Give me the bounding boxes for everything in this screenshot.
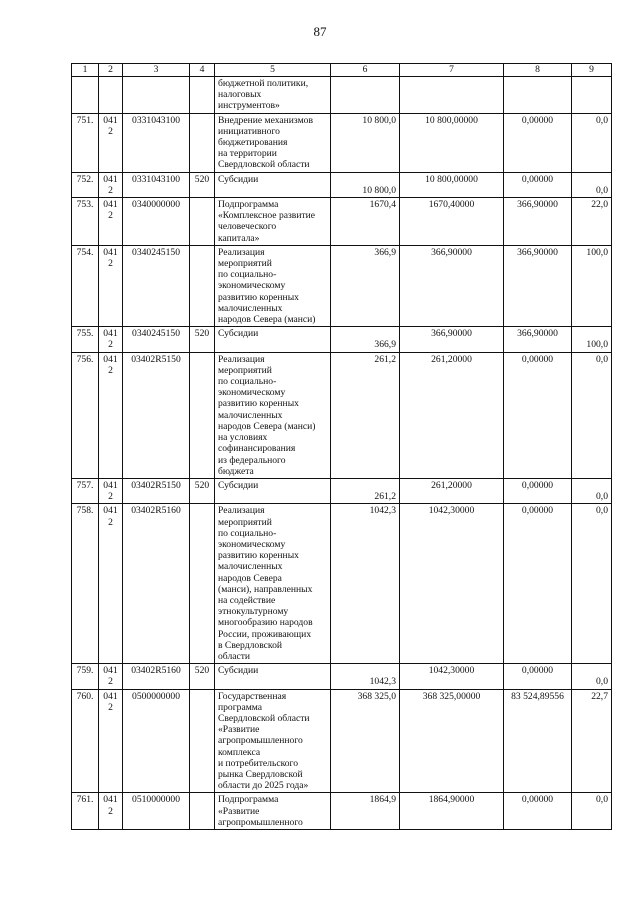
executed-amount: 0,00000 — [504, 172, 572, 197]
section-code: 0412 — [99, 245, 123, 326]
revised-amount: 1042,30000 — [400, 664, 504, 689]
column-header: 6 — [331, 64, 400, 77]
executed-amount: 366,90000 — [504, 245, 572, 326]
section-code: 0412 — [99, 664, 123, 689]
table-row — [72, 352, 612, 478]
section-code: 0412 — [99, 504, 123, 664]
target-article-code: 0500000000 — [123, 689, 190, 793]
execution-percent: 0,0 — [572, 504, 612, 664]
approved-amount: 1670,4 — [331, 198, 400, 246]
column-header: 2 — [99, 64, 123, 77]
executed-amount: 0,00000 — [504, 352, 572, 478]
row-number: 751. — [72, 113, 99, 172]
executed-amount: 83 524,89556 — [504, 689, 572, 793]
expense-type-code — [190, 352, 215, 478]
revised-amount: 368 325,00000 — [400, 689, 504, 793]
execution-percent: 100,0 — [572, 327, 612, 352]
execution-percent — [572, 77, 612, 114]
item-name: бюджетной политики, налоговых инструментов» — [215, 77, 331, 114]
section-code: 0412 — [99, 689, 123, 793]
approved-amount: 1864,9 — [331, 793, 400, 830]
table-row — [72, 113, 612, 172]
target-article-code: 0331043100 — [123, 113, 190, 172]
row-number: 761. — [72, 793, 99, 830]
row-number: 752. — [72, 172, 99, 197]
target-article-code: 0340245150 — [123, 327, 190, 352]
revised-amount: 1042,30000 — [400, 504, 504, 664]
target-article-code: 0510000000 — [123, 793, 190, 830]
column-header: 4 — [190, 64, 215, 77]
item-name: Субсидии — [215, 327, 331, 352]
revised-amount: 261,20000 — [400, 478, 504, 503]
item-name: Реализация мероприятий по социально- экономическому развитию коренных малочисленных народов Севера (манси) на условиях софинансирования из федерального бюджета — [215, 352, 331, 478]
executed-amount: 0,00000 — [504, 478, 572, 503]
execution-percent: 0,0 — [572, 478, 612, 503]
revised-amount: 1670,40000 — [400, 198, 504, 246]
item-name: Подпрограмма «Комплексное развитие человеческого капитала» — [215, 198, 331, 246]
table-row — [72, 793, 612, 830]
section-code: 0412 — [99, 327, 123, 352]
revised-amount: 10 800,00000 — [400, 113, 504, 172]
expense-type-code — [190, 198, 215, 246]
expense-type-code: 520 — [190, 478, 215, 503]
target-article-code: 03402R5150 — [123, 478, 190, 503]
row-number: 755. — [72, 327, 99, 352]
table-body — [72, 77, 612, 830]
item-name: Внедрение механизмов инициативного бюджетирования на территории Свердловской области — [215, 113, 331, 172]
executed-amount: 366,90000 — [504, 327, 572, 352]
row-number: 754. — [72, 245, 99, 326]
item-name: Реализация мероприятий по социально- экономическому развитию коренных малочисленных народов Севера (манси) — [215, 245, 331, 326]
revised-amount: 1864,90000 — [400, 793, 504, 830]
approved-amount: 1042,3 — [331, 664, 400, 689]
approved-amount: 261,2 — [331, 352, 400, 478]
section-code: 0412 — [99, 793, 123, 830]
page-number: 87 — [313, 24, 327, 39]
table-row — [72, 327, 612, 352]
table-row — [72, 245, 612, 326]
revised-amount: 10 800,00000 — [400, 172, 504, 197]
table-row — [72, 664, 612, 689]
budget-table — [71, 63, 612, 830]
section-code — [99, 77, 123, 114]
execution-percent: 22,0 — [572, 198, 612, 246]
table-row — [72, 504, 612, 664]
approved-amount: 1042,3 — [331, 504, 400, 664]
execution-percent: 0,0 — [572, 352, 612, 478]
column-header: 8 — [504, 64, 572, 77]
expense-type-code: 520 — [190, 327, 215, 352]
execution-percent: 100,0 — [572, 245, 612, 326]
header-row — [72, 64, 612, 77]
item-name: Субсидии — [215, 172, 331, 197]
executed-amount — [504, 77, 572, 114]
column-header: 7 — [400, 64, 504, 77]
column-header: 1 — [72, 64, 99, 77]
section-code: 0412 — [99, 478, 123, 503]
table-row — [72, 172, 612, 197]
approved-amount: 366,9 — [331, 245, 400, 326]
row-number: 759. — [72, 664, 99, 689]
expense-type-code — [190, 77, 215, 114]
table-row — [72, 77, 612, 114]
item-name: Государственная программа Свердловской области «Развитие агропромышленного комплекса и потребительского рынка Свердловской области до 2025 года» — [215, 689, 331, 793]
column-header: 3 — [123, 64, 190, 77]
row-number: 756. — [72, 352, 99, 478]
item-name: Подпрограмма «Развитие агропромышленного — [215, 793, 331, 830]
column-header: 5 — [215, 64, 331, 77]
table-row — [72, 478, 612, 503]
approved-amount: 10 800,0 — [331, 172, 400, 197]
revised-amount: 261,20000 — [400, 352, 504, 478]
expense-type-code: 520 — [190, 664, 215, 689]
target-article-code: 03402R5150 — [123, 352, 190, 478]
executed-amount: 0,00000 — [504, 504, 572, 664]
item-name: Реализация мероприятий по социально- экономическому развитию коренных малочисленных народов Севера (манси), направленных на содействие этнокультурному многообразию народов России, проживающих в Свердловской области — [215, 504, 331, 664]
target-article-code: 03402R5160 — [123, 664, 190, 689]
target-article-code: 0331043100 — [123, 172, 190, 197]
expense-type-code — [190, 245, 215, 326]
target-article-code: 0340000000 — [123, 198, 190, 246]
expense-type-code — [190, 113, 215, 172]
section-code: 0412 — [99, 172, 123, 197]
approved-amount — [331, 77, 400, 114]
expense-type-code — [190, 504, 215, 664]
section-code: 0412 — [99, 113, 123, 172]
execution-percent: 0,0 — [572, 172, 612, 197]
executed-amount: 366,90000 — [504, 198, 572, 246]
revised-amount: 366,90000 — [400, 327, 504, 352]
row-number: 760. — [72, 689, 99, 793]
expense-type-code: 520 — [190, 172, 215, 197]
executed-amount: 0,00000 — [504, 664, 572, 689]
approved-amount: 261,2 — [331, 478, 400, 503]
section-code: 0412 — [99, 352, 123, 478]
target-article-code: 0340245150 — [123, 245, 190, 326]
table-row — [72, 198, 612, 246]
expense-type-code — [190, 793, 215, 830]
execution-percent: 22,7 — [572, 689, 612, 793]
execution-percent: 0,0 — [572, 113, 612, 172]
revised-amount — [400, 77, 504, 114]
execution-percent: 0,0 — [572, 793, 612, 830]
approved-amount: 366,9 — [331, 327, 400, 352]
item-name: Субсидии — [215, 664, 331, 689]
row-number: 753. — [72, 198, 99, 246]
expense-type-code — [190, 689, 215, 793]
executed-amount: 0,00000 — [504, 113, 572, 172]
target-article-code: 03402R5160 — [123, 504, 190, 664]
row-number: 758. — [72, 504, 99, 664]
row-number — [72, 77, 99, 114]
approved-amount: 10 800,0 — [331, 113, 400, 172]
executed-amount: 0,00000 — [504, 793, 572, 830]
section-code: 0412 — [99, 198, 123, 246]
revised-amount: 366,90000 — [400, 245, 504, 326]
column-header: 9 — [572, 64, 612, 77]
item-name: Субсидии — [215, 478, 331, 503]
table-row — [72, 689, 612, 793]
execution-percent: 0,0 — [572, 664, 612, 689]
approved-amount: 368 325,0 — [331, 689, 400, 793]
row-number: 757. — [72, 478, 99, 503]
target-article-code — [123, 77, 190, 114]
